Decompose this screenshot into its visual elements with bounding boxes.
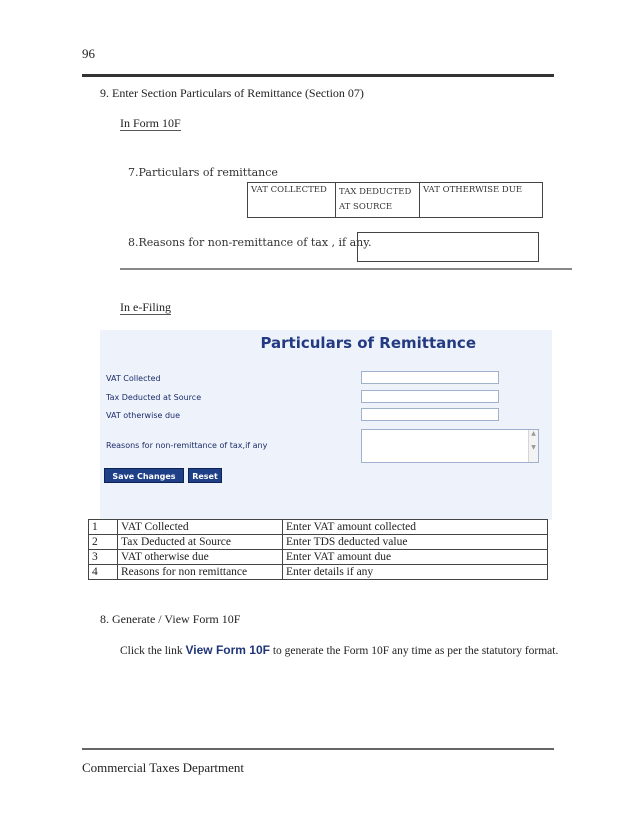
save-changes-button[interactable]: Save Changes [104,468,184,483]
table-row [89,535,548,550]
row-field: VAT Collected [118,520,283,535]
footer-text: Commercial Taxes Department [82,760,245,775]
row-number: 2 [89,535,118,550]
field-description-table [88,519,548,580]
scan-col-vat-otherwise: VAT OTHERWISE DUE [423,185,523,195]
reset-button[interactable]: Reset [188,468,222,483]
step8-text-after: to generate the Form 10F any time as per the statutory format. [269,645,559,657]
textarea-scrollbar[interactable]: ▲ ▼ [528,430,538,462]
row-description: Enter VAT amount collected [283,520,548,535]
vat-otherwise-due-input[interactable] [361,408,499,421]
scan-col-vat-collected: VAT COLLECTED [248,183,336,217]
scan-remittance-table [247,182,543,218]
step8-heading: 8. Generate / View Form 10F [100,612,241,626]
row-description: Enter VAT amount due [283,550,548,565]
header-rule [82,74,554,77]
table-row [89,520,548,535]
vat-collected-input[interactable] [361,371,499,384]
efiling-label: In e-Filing [120,300,171,314]
row-field: Reasons for non remittance [118,565,283,580]
section-heading: 9. Enter Section Particulars of Remittance (Section 07) [100,86,364,100]
scan-particulars-heading: 7.Particulars of remittance [128,166,278,179]
row-field: Tax Deducted at Source [118,535,283,550]
row-description: Enter details if any [283,565,548,580]
step8-paragraph [120,642,560,660]
reasons-label: Reasons for non-remittance of tax,if any [106,441,268,450]
form10f-scan-image [120,160,572,272]
row-field: VAT otherwise due [118,550,283,565]
scan-col-tds: TAX DEDUCTED AT SOURCE [336,183,420,217]
page-number: 96 [82,46,95,61]
row-description: Enter TDS deducted value [283,535,548,550]
row-number: 1 [89,520,118,535]
vat-collected-label: VAT Collected [106,374,161,383]
tds-label: Tax Deducted at Source [106,393,202,402]
reasons-textarea[interactable] [361,429,539,463]
scan-reasons-label: 8.Reasons for non-remittance of tax , if any. [128,236,372,249]
tds-input[interactable] [361,390,499,403]
row-number: 4 [89,565,118,580]
table-row [89,550,548,565]
form10f-label: In Form 10F [120,116,181,130]
footer-rule [82,748,554,750]
row-number: 3 [89,550,118,565]
efiling-form-panel [100,330,552,520]
scan-reasons-box [357,232,539,262]
scan-divider [120,268,572,270]
view-form10f-link[interactable]: View Form 10F [185,643,270,657]
step8-text-before: Click the link [120,645,186,657]
vat-otherwise-due-label: VAT otherwise due [106,411,181,420]
efiling-form-title: Particulars of Remittance [260,334,476,352]
table-row [89,565,548,580]
